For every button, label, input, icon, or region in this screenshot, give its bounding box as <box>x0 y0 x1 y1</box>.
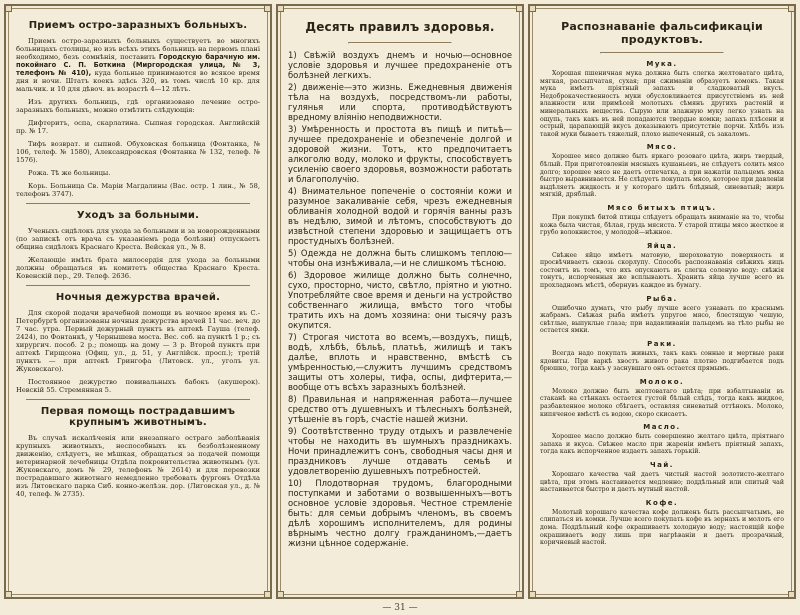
right-column <box>528 4 796 599</box>
contagious-intro <box>16 37 260 93</box>
rule-item: 5) Одежда не должна быть слишкомъ теплою—чтобы она изнѣживала,—и не слишкомъ тѣсною. <box>288 248 512 268</box>
section-divider <box>26 399 250 400</box>
diphtheria-entry: Дифтеритъ, оспа, скарлатина. Сыпная городская. Английскій пр. № 17. <box>16 119 260 135</box>
frame-corner <box>276 591 284 599</box>
product-heading: Яйца. <box>646 241 678 250</box>
frame-corner <box>264 591 272 599</box>
contagious-patients-heading: Приемъ остро-заразныхъ больныхъ. <box>28 20 248 31</box>
night-duty-text: Для скорой подачи врачебной помощи въ ночное время въ С.-Петербургѣ организованы ночныя дежурства врачей 11 час. веч. до 7 час. утра. Первый дежурный пунктъ въ аптекѣ Гауша (телеф. 2424), по Фонтанкѣ, у Чернышева моста. Вес. соб. на пунктѣ 1 р.; съ хирургич. пособ. 2 р.; помощь на дому — 3 р. Второй пунктъ при аптекѣ Гирщсона (Офиц. ул., д. 51, у Англійск. просп.); третій пунктъ — при аптекѣ Грингофа (Литовск. ул., уголъ ул. Жуковскаго). <box>16 309 260 373</box>
product-text: Хорошее масло должно быть совершенно желтаго цвѣта, пріятнаго запаха и вкуса. Свѣжее масло при жареніи имѣетъ пріятный запахъ, тогда какъ испорченное издаетъ запахъ горькій. <box>540 433 784 456</box>
rule-item: 6) Здоровое жилище должно быть солнечно, сухо, просторно, чисто, свѣтло, пріятно и уютно. Употребляйте свое время и деньги на устройство собственнаго жилища, вмѣсто того чтобы тратить ихъ на домъ хозяина: они тысячу разъ окупится. <box>288 270 512 330</box>
section-divider <box>26 285 250 286</box>
product-text: Молотый хорошаго качества кофе долженъ быть рассыпчатымъ, не слипаться въ комки. Лучше всего покупать кофе въ зернахъ и молоть его дома. Поддѣльный кофе окрашиваетъ холодную воду; настоящій кофе окрашиваетъ воду лишь при нагрѣваніи и даетъ прозрачный, коричневый настой. <box>540 508 784 547</box>
product-text: Свѣжее яйцо имѣетъ матовую, шероховатую поверхность и просвѣчиваетъ сквозь скорлупу. Способъ распознаванія свѣжихъ яицъ состоитъ въ томъ, что ихъ опускаютъ въ слегка соленую воду: свѣжія тонутъ, испорченныя же всплываютъ. Хранить яйца лучше всего въ прохладномъ мѣстѣ, обернувъ каждое въ бумагу. <box>540 251 784 290</box>
frame-corner <box>528 4 536 12</box>
frame-corner <box>4 591 12 599</box>
left-column <box>4 4 272 599</box>
product-text: Всегда надо покупать живыхъ, такъ какъ сонные и мертвые раки ядовиты. При варкѣ хвостъ живого рака плотно подгибается подъ брюшко, тогда какъ у заснувшаго онъ остается прямымъ. <box>540 350 784 373</box>
product-heading: Мука. <box>646 60 678 68</box>
midwives-text: Постоянное дежурство повивальныхъ бабокъ (акушерок). Невскій 55. Стремянная 5. <box>16 378 260 394</box>
night-duty-heading: Ночныя дежурства врачей. <box>55 292 221 303</box>
product-heading: Масло. <box>643 423 681 432</box>
frame-corner <box>788 591 796 599</box>
typhus-entry: Тифъ возврат. и сыпной. Обуховская больница (Фонтанка, № 106, телеф. № 1580), Александровская (Фонтанка № 132, телеф. № 1576). <box>16 140 260 164</box>
patient-care-heading: Уходъ за больными. <box>76 210 200 221</box>
other-hospitals-text: Изъ другихъ больницъ, гдѣ организовано лечение остро-заразныхъ больныхъ, можно отмѣтить слѣдующія: <box>16 98 260 114</box>
middle-column <box>276 4 524 599</box>
nurses-text: Ученыхъ сидѣлокъ для ухода за больными и за новорожденными (по запискѣ отъ врача съ указаніемъ рода болѣзни) отпускаетъ община сидѣлокъ Краснаго Креста. Вейская ул., № 8. <box>16 227 260 251</box>
rule-item: 2) движеніе—это жизнь. Ежедневныя движенія тѣла на воздухѣ, посредствомъ-ли работы, гулянья или спорта, противодѣйствуютъ вредному вліянію неподвижности. <box>288 82 512 122</box>
page-number: — 31 — <box>382 603 418 613</box>
product-heading: Кофе. <box>645 498 679 507</box>
products-list <box>540 60 784 547</box>
product-heading: Мясо битыхъ птицъ. <box>607 203 717 212</box>
animal-aid-text: Въ случаѣ искалѣченія или внезапнаго остраго заболѣванія крупныхъ животныхъ, неспособныхъ къ безболѣзненному движенію, слѣдуетъ, не мѣшкая, обращаться за подачей помощи ветеринарной лечебницы Отдѣла покровительства животнымъ (ул. Жуковскаго, домъ № 29, телефонъ № 2614) и для перевозки пострадавшаго животнаго немедленно требовать фургонъ Отдѣла изъ Литовскаго парка Сиб. конно-желѣзн. дор. (Лиговская ул., д. № 40, телеф. № 2735). <box>16 434 260 498</box>
rules-list <box>288 50 512 548</box>
rule-item: 7) Строгая чистота во всемъ,—воздухъ, пищѣ, водѣ, хлѣбѣ, бѣльѣ, платьѣ, жилищѣ и такъ далѣе, вплоть и нравственно, вмѣстѣ съ умѣренностью,—служитъ лучшимъ средствомъ защиты отъ холеры, тифа, оспы, дифтерита,—вообще отъ всѣхъ заразныхъ болѣзней. <box>288 332 512 392</box>
product-heading: Раки. <box>647 340 677 349</box>
product-heading: Чай. <box>650 460 674 469</box>
product-heading: Молоко. <box>639 377 685 386</box>
frame-corner <box>264 4 272 12</box>
product-heading: Мясо. <box>646 143 678 152</box>
ten-rules-heading: Десять правилъ здоровья. <box>305 20 495 34</box>
rule-item: 4) Внимательное попеченіе о состояніи кожи и разумное закаливаніе себя, чрезъ ежедневныя обливанія холодной водой и горячія ванны разъ въ недѣлю, зимой и лѣтомъ, способствуютъ до извѣстной степени здоровью и защищаетъ отъ простудныхъ болѣзней. <box>288 186 512 246</box>
rule-item: 8) Правильная и напряженная работа—лучшее средство отъ душевныхъ и тѣлесныхъ болѣзней, утѣшеніе въ горѣ, счастіе нашей жизни. <box>288 394 512 424</box>
contagious-intro-text: Приемъ остро-заразныхъ больныхъ существуетъ во многихъ больницахъ столицы, но изъ всѣхъ этихъ больницъ на первомъ плані необходимо, безъ сомнѣнія, поставить <box>16 37 260 61</box>
animal-aid-heading: Первая помощь пострадавшимъ крупнымъ животнымъ. <box>40 406 236 428</box>
rule-item: 1) Свѣжій воздухъ днемъ и ночью—основное условіе здоровья и лучшее предохраненіе отъ болѣзней легкихъ. <box>288 50 512 80</box>
product-text: Ошибочно думать, что рыбу лучше всего узнавать по краснымъ жабрамъ. Свѣжая рыба имѣетъ упругое мясо, блестящую чешую, свѣтлые, выпуклые глаза; при надавливаніи пальцемъ на тѣло рыбы не остается ямки. <box>540 304 784 335</box>
heading-underline <box>600 52 724 54</box>
falsification-heading: Распознаваніе фальсификаціи продуктовъ. <box>561 20 763 46</box>
product-text: Хорошая пшеничная мука должна быть слегка желтоватаго цвѣта, мягкая, рассыпчатая, сухая; при сжиманіи образуетъ комокъ. Такая мука имѣетъ пріятный запахъ и сладковатый вкусъ. Недоброкачественность муки обусловливается присутствіемъ въ ней влажности или примѣсей молотыхъ сѣмянъ другихъ растеній и минеральныхъ веществъ. Сырую или влажную муку легко узнать на ощупь, такъ какъ въ ней попадаются твердые комки; запахъ плѣсени и острый, царапающій вкусъ доказываютъ присутствіе порчи. Хлѣбъ изъ такой муки бываетъ тяжелый, плохо выпеченный, съ закаломъ. <box>540 70 784 138</box>
frame-corner <box>788 4 796 12</box>
frame-corner <box>528 591 536 599</box>
section-divider <box>26 203 250 204</box>
product-text: Молоко должно быть желтоватаго цвѣта; при взбалтываніи въ стаканѣ на стѣнкахъ остается густой бѣлый слѣдъ, тогда какъ жидкое, разбавленное молоко сбѣгаетъ, оставляя синеватый оттѣнокъ. Молоко, кипяченое вмѣстѣ съ водою, скоро скисаетъ. <box>540 387 784 418</box>
botkin-hospital: Городскую барачную им. покойнаго С. П. Боткина (Миргородская улица, № 3, телефонъ № 410), <box>16 53 260 77</box>
heading-underline <box>348 42 452 44</box>
frame-corner <box>516 591 524 599</box>
erysipelas-entry: Рожа. Тѣ же больницы. <box>28 169 111 177</box>
frame-corner <box>4 4 12 12</box>
rule-item: 10) Плодотворная трудомъ, благородными поступками и заботами о возвышенныхъ—вотъ основное условіе здоровья. Честное стремленіе быть: для семьи добрымъ членомъ, въ своемъ дѣлѣ хорошимъ исполнителемъ, для родины вѣрнымъ честно долгу гражданиномъ,—даетъ жизни цѣнное содержаніе. <box>288 478 512 548</box>
brothers-of-mercy-text: Желающіе имѣть брата милосердія для ухода за больными должны обращаться въ комитетъ общества Краснаго Креста. Ковенскій пер., 29. Телеф. 2636. <box>16 256 260 280</box>
frame-corner <box>516 4 524 12</box>
rule-item: 9) Соотвѣтственно труду отдыхъ и развлеченіе чтобы не находить въ шумныхъ праздникахъ. Ночи принадлежитъ сонъ, свободныя часы дня и праздниковъ лучше отдавать семьѣ и удовлетворенію душевныхъ потребностей. <box>288 426 512 476</box>
measles-entry: Корь. Больница Св. Маріи Магдалины (Вас. остр. 1 лин., № 58, телефонъ 3747). <box>16 182 260 198</box>
product-text: Хорошее мясо должно быть яркаго розоваго цвѣта, жиръ твердый, бѣлый. При приготовленіи мясныхъ кушаньевъ, не слѣдуетъ солить мясо долго; хорошее мясо не даетъ отпечатка, а при нажатіи пальцемъ ямка быстро выравнивается. Не слѣдуетъ покупать мясо, которое при давленіи выдѣляетъ жидкость и у котораго цвѣтъ блѣдный, синеватый; жиръ мягкій, дряблый. <box>540 153 784 199</box>
product-text: Хорошаго качества чай даетъ чистый настой золотисто-желтаго цвѣта, при этомъ настаивается медленно; поддѣльный или спитый чай настаивается быстро и даетъ мутный настой. <box>540 470 784 494</box>
contagious-intro-tail: куда больные принимаются во всякое время дня и ночи. Штатъ коекъ здѣсь 320, въ томъ числѣ 10 кр. для мальчик. и 10 для дѣвоч. въ возрастѣ 4—12 лѣтъ. <box>16 69 260 93</box>
product-text: При покупкѣ битой птицы слѣдуетъ обращать вниманіе на то, чтобы кожа была чистая, бѣлая, грудь мясиста. У старой птицы мясо жесткое и грубо волокнистое, у молодой—нѣжное. <box>540 213 784 237</box>
rule-item: 3) Умѣренность и простота въ пищѣ и питьѣ—лучшее предохраненіе и обезпеченіе долгой и здоровой жизни. Тотъ, кто предпочитаетъ алкоголю воду, молоко и фрукты, способствуетъ усиленію своего здоровья, возможности работать и благополучію. <box>288 124 512 184</box>
frame-corner <box>276 4 284 12</box>
product-heading: Рыба. <box>646 294 678 303</box>
